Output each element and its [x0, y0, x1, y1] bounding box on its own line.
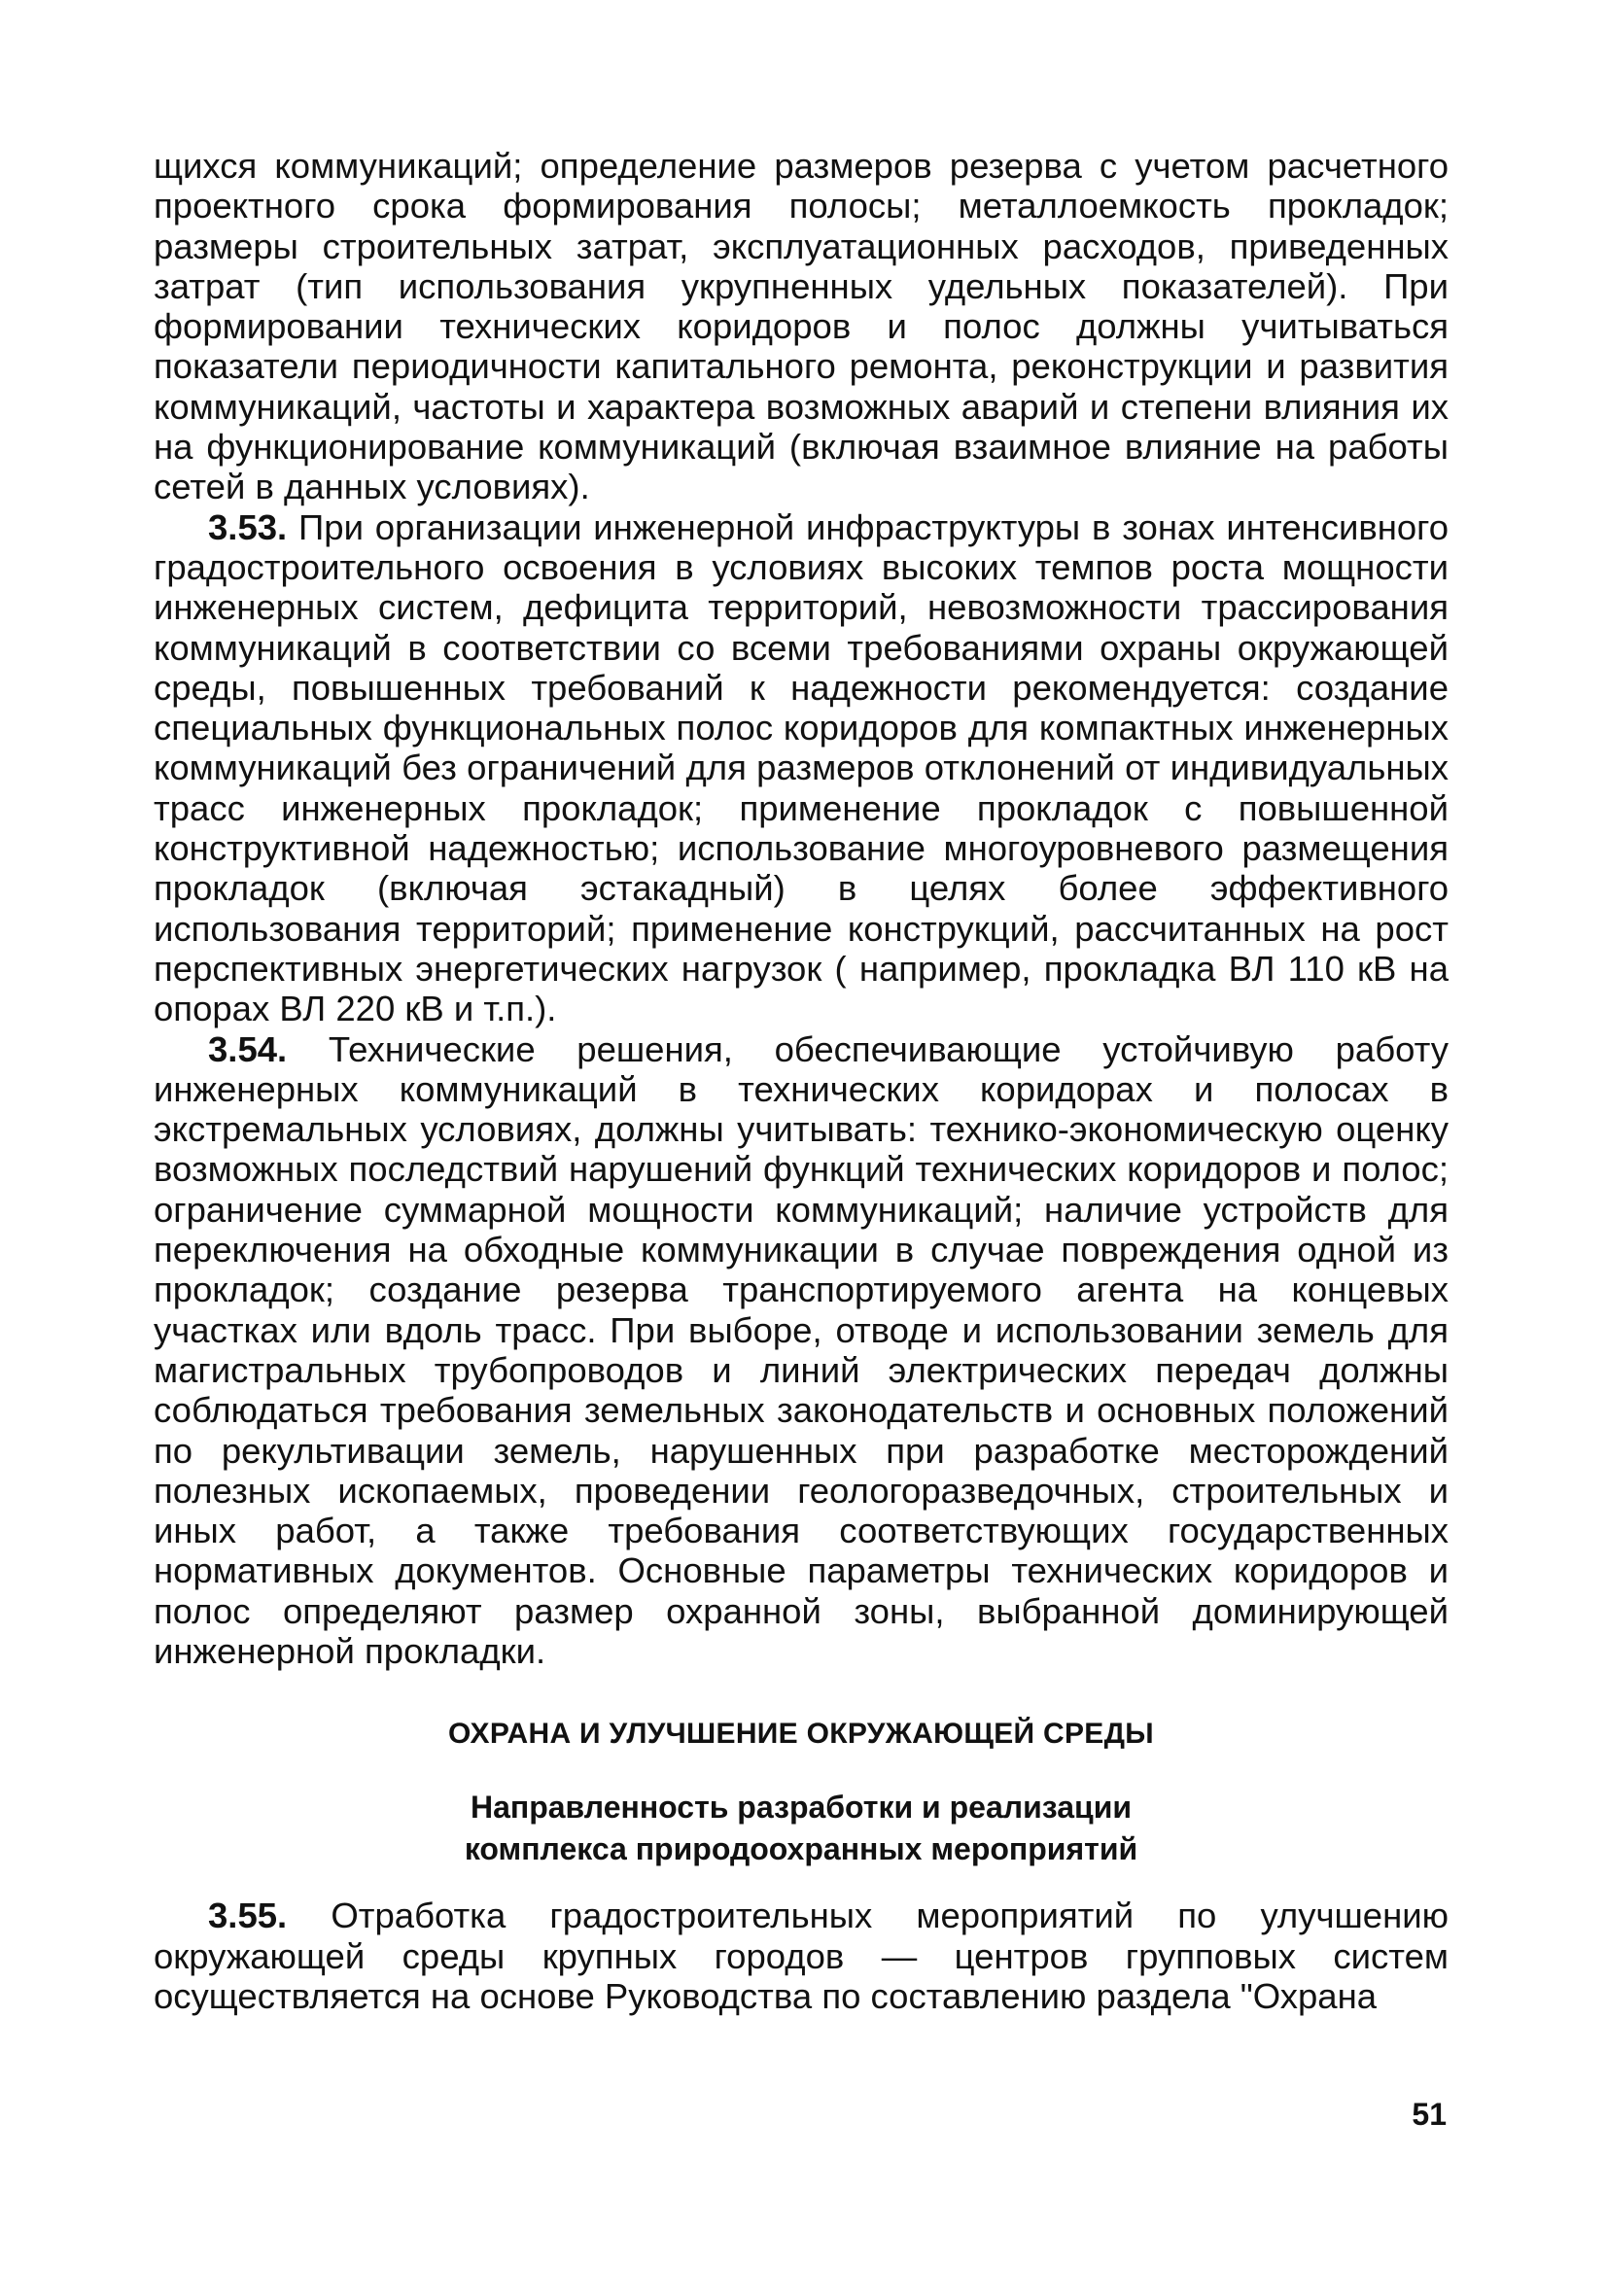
- subsection-heading-line-1: Направленность разработки и реализации: [470, 1790, 1133, 1826]
- subsection-heading-line-2: комплекса природоохранных мероприятий: [464, 1831, 1138, 1867]
- paragraph-text: Технические решения, обеспечивающие устойчивую работу инженерных коммуникаций в технических коридорах и полосах в экстремальных условиях, должны учитывать: технико-экономическую оценку возможных последствий нарушений функций технических коридоров и полос; ограничение суммарной мощности коммуникаций; наличие устройств для переключения на обходные коммуникации в случае повреждения одной из прокладок; создание резерва транспортируемого агента на концевых участках или вдоль трасс. При выборе, отводе и использовании земель для магистральных трубопроводов и линий электрических передач должны соблюдаться требования земельных законодательств и основных положений по рекультивации земель, нарушенных при разработке месторождений полезных ископаемых, проведении геологоразведочных, строительных и иных работ, а также требования соответствующих государственных нормативных документов. Основные параметры технических коридоров и полос определяют размер охранной зоны, выбранной доминирующей инженерной прокладки.: [154, 1028, 1449, 1671]
- paragraph-number: 3.55.: [208, 1896, 288, 1936]
- paragraph-text: Отработка градостроительных мероприятий по улучшению окружающей среды крупных городов — центров групповых систем осуществляется на основе Руководства по составлению раздела "Охрана: [154, 1896, 1449, 2016]
- document-page: [154, 146, 1449, 2016]
- paragraph-number: 3.53.: [208, 506, 288, 547]
- paragraph-3-55: [154, 1896, 1449, 2016]
- section-heading: ОХРАНА И УЛУЧШЕНИЕ ОКРУЖАЮЩЕЙ СРЕДЫ: [448, 1718, 1154, 1751]
- paragraph-text: При организации инженерной инфраструктуры в зонах интенсивного градостроительного освоения в условиях высоких темпов роста мощности инженерных систем, дефицита территорий, невозможности трассирования коммуникаций в соответствии со всеми требованиями охраны окружающей среды, повышенных требований к надежности рекомендуется: создание специальных функциональных полос коридоров для компактных инженерных коммуникаций без ограничений для размеров отклонений от индивидуальных трасс инженерных прокладок; применение прокладок с повышенной конструктивной надежностью; использование многоуровневого размещения прокладок (включая эстакадный) в целях более эффективного использования территорий; применение конструкций, рассчитанных на рост перспективных энергетических нагрузок ( например, прокладка ВЛ 110 кВ на опорах ВЛ 220 кВ и т.п.).: [154, 506, 1449, 1029]
- continuation-paragraph: щихся коммуникаций; определение размеров резерва с учетом расчетного проектного срока формирования полосы; металлоемкость прокладок; размеры строительных затрат, эксплуатационных расходов, приведенных затрат (тип использования укрупненных удельных показателей). При формировании технических коридоров и полос должны учитываться показатели периодичности капитального ремонта, реконструкции и развития коммуникаций, частоты и характера возможных аварий и степени влияния их на функционирование коммуникаций (включая взаимное влияние на работы сетей в данных условиях).: [154, 146, 1449, 507]
- page-number: 51: [1412, 2097, 1447, 2132]
- paragraph-number: 3.54.: [208, 1028, 288, 1069]
- subsection-heading: [154, 1787, 1449, 1870]
- paragraph-3-53: [154, 507, 1449, 1029]
- paragraph-3-54: [154, 1029, 1449, 1672]
